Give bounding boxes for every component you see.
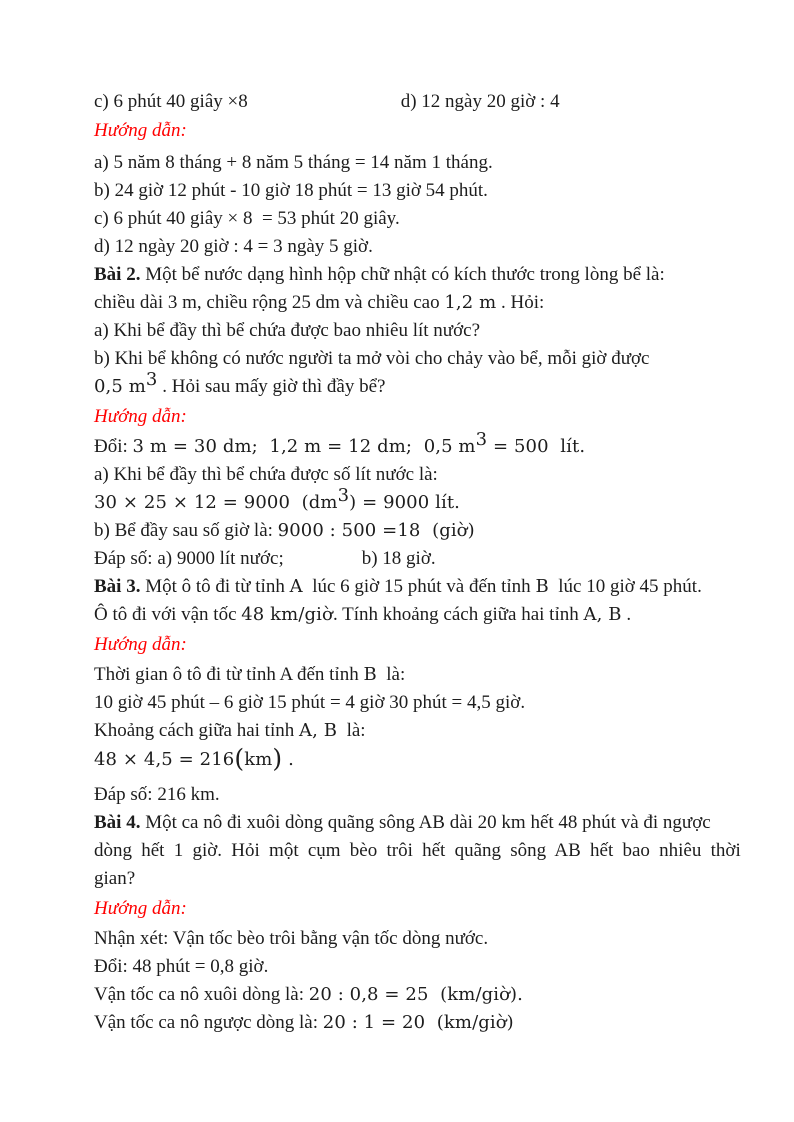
text-run: . xyxy=(621,604,632,625)
text-run: lúc 10 giờ 45 phút. xyxy=(548,576,702,597)
problem3-line-2 xyxy=(94,601,704,629)
heading-text: Hướng dẫn: xyxy=(94,120,187,141)
text-run: . Hỏi: xyxy=(496,292,545,313)
problem2-question-a xyxy=(94,317,704,345)
text-run: lúc 6 giờ 15 phút và đến tỉnh xyxy=(302,576,536,597)
text-run: ( xyxy=(234,744,245,773)
text-run: là: xyxy=(376,664,406,685)
text-run: d) 12 ngày 20 giờ : 4 xyxy=(400,91,560,112)
text-run: Nhận xét: Vận tốc bèo trôi bằng vận tốc dòng nước. xyxy=(94,928,489,949)
text-run: ) = 9000 lít. xyxy=(349,492,460,513)
exercise-label: Bài 3. xyxy=(94,576,141,597)
heading-text: Hướng dẫn: xyxy=(94,898,187,919)
text-run: 20 : 0,8 = 25 (km/giờ). xyxy=(308,984,523,1005)
solution2-convert xyxy=(94,429,704,461)
text-run: km xyxy=(244,749,273,770)
text-run: Ô tô đi với vận tốc xyxy=(94,604,242,625)
text-run: 3 m = 30 dm; 1,2 m = 12 dm; 0,5 m xyxy=(132,436,476,457)
solution4-line-1 xyxy=(94,925,704,953)
exercise1-parts-cd xyxy=(94,88,704,116)
solution1-line-c xyxy=(94,205,704,233)
solution-heading-4 xyxy=(94,895,704,923)
text-run: B xyxy=(535,576,549,597)
solution-heading-1 xyxy=(94,117,704,145)
text-run: B xyxy=(363,664,377,685)
text-run: c) 6 phút 40 giây × 8 = 53 phút 20 giây. xyxy=(94,208,400,229)
text-run: b) 24 giờ 12 phút - 10 giờ 18 phút = 13 giờ 54 phút. xyxy=(94,180,488,201)
text-run: Đổi: 48 phút = 0,8 giờ. xyxy=(94,956,269,977)
text-run: Đáp số: 216 km. xyxy=(94,784,220,805)
text-run: 20 : 1 = 20 (km/giờ) xyxy=(322,1012,514,1033)
exercise-label: Bài 2. xyxy=(94,264,141,285)
solution3-line-3 xyxy=(94,717,704,745)
text-run: b) Khi bể không có nước người ta mở vòi cho chảy vào bể, mỗi giờ được xyxy=(94,348,650,369)
text-run: Một ô tô đi từ tỉnh xyxy=(140,576,290,597)
text-run: a) Khi bể đầy thì bể chứa được bao nhiêu lít nước? xyxy=(94,320,481,341)
text-run: a) 5 năm 8 tháng + 8 năm 5 tháng = 14 năm 1 tháng. xyxy=(94,152,493,173)
solution2-line-b xyxy=(94,517,704,545)
text-run: 30 × 25 × 12 = 9000 (dm xyxy=(94,492,338,513)
exercise-label: Bài 4. xyxy=(94,812,141,833)
text-run: 10 giờ 45 phút – 6 giờ 15 phút = 4 giờ 30 phút = 4,5 giờ. xyxy=(94,692,526,713)
text-run: Thời gian ô tô đi từ tỉnh A đến tỉnh xyxy=(94,664,364,685)
solution2-answer xyxy=(94,545,704,573)
text-run: gian? xyxy=(94,868,136,889)
text-run: A xyxy=(289,576,303,597)
problem4-line-3 xyxy=(94,865,704,893)
text-run: b) Bể đầy sau số giờ là: xyxy=(94,520,278,541)
solution3-formula xyxy=(94,746,704,774)
text-run: A, B xyxy=(583,604,622,625)
tab-space xyxy=(248,106,401,107)
problem4-line-1 xyxy=(94,809,711,837)
text-run: 3 xyxy=(337,485,350,506)
tab-space xyxy=(284,563,362,564)
text-run: dòng hết 1 giờ. Hỏi một cụm bèo trôi hết quãng sông AB hết bao nhiêu thời xyxy=(94,840,741,861)
solution3-line-1 xyxy=(94,661,704,689)
solution4-line-3 xyxy=(94,981,704,1009)
solution3-answer xyxy=(94,781,704,809)
problem2-line-2 xyxy=(94,289,704,317)
text-run: A, B xyxy=(298,720,338,741)
text-run: 3 xyxy=(475,429,488,450)
problem4-line-2 xyxy=(94,837,741,865)
solution4-line-4 xyxy=(94,1009,704,1037)
solution2-formula-a xyxy=(94,485,704,517)
heading-text: Hướng dẫn: xyxy=(94,406,187,427)
text-run: 9000 : 500 =18 (giờ) xyxy=(277,520,475,541)
solution1-line-b xyxy=(94,177,704,205)
solution4-line-2 xyxy=(94,953,704,981)
text-run: Vận tốc ca nô xuôi dòng là: xyxy=(94,984,309,1005)
text-run: b) 18 giờ. xyxy=(361,548,436,569)
text-run: . xyxy=(282,749,294,770)
text-run: chiều dài 3 m, chiều rộng 25 dm và chiều cao xyxy=(94,292,445,313)
solution2-line-a xyxy=(94,461,704,489)
problem2-question-b xyxy=(94,345,704,373)
solution3-line-2 xyxy=(94,689,704,717)
text-run: c) 6 phút 40 giây ×8 xyxy=(94,91,248,112)
text-run: Vận tốc ca nô ngược dòng là: xyxy=(94,1012,323,1033)
text-run: . Hỏi sau mấy giờ thì đầy bể? xyxy=(157,376,386,397)
problem2-question-b2 xyxy=(94,369,704,401)
solution-heading-2 xyxy=(94,403,704,431)
document-body xyxy=(94,88,741,1037)
solution1-line-a xyxy=(94,149,704,177)
text-run: ) xyxy=(272,744,283,773)
text-run: 0,5 m xyxy=(94,376,146,397)
problem2-line-1 xyxy=(94,261,704,289)
text-run: d) 12 ngày 20 giờ : 4 = 3 ngày 5 giờ. xyxy=(94,236,373,257)
text-run: 48 km/giờ xyxy=(241,604,333,625)
text-run: là: xyxy=(337,720,366,741)
text-run: Một ca nô đi xuôi dòng quãng sông AB dài 20 km hết 48 phút và đi ngược xyxy=(140,812,711,833)
solution1-line-d xyxy=(94,233,704,261)
text-run: Đáp số: a) 9000 lít nước; xyxy=(94,548,284,569)
text-run: 1,2 m xyxy=(444,292,497,313)
solution-heading-3 xyxy=(94,631,704,659)
text-run: 3 xyxy=(145,369,158,390)
text-run: 48 × 4,5 = 216 xyxy=(94,749,235,770)
text-run: = 500 lít. xyxy=(487,436,586,457)
text-run: Đổi: xyxy=(94,436,133,457)
text-run: . Tính khoảng cách giữa hai tỉnh xyxy=(332,604,584,625)
text-run: Một bể nước dạng hình hộp chữ nhật có kích thước trong lòng bể là: xyxy=(140,264,665,285)
text-run: Khoảng cách giữa hai tỉnh xyxy=(94,720,299,741)
text-run: a) Khi bể đầy thì bể chứa được số lít nước là: xyxy=(94,464,438,485)
problem3-line-1 xyxy=(94,573,704,601)
heading-text: Hướng dẫn: xyxy=(94,634,187,655)
